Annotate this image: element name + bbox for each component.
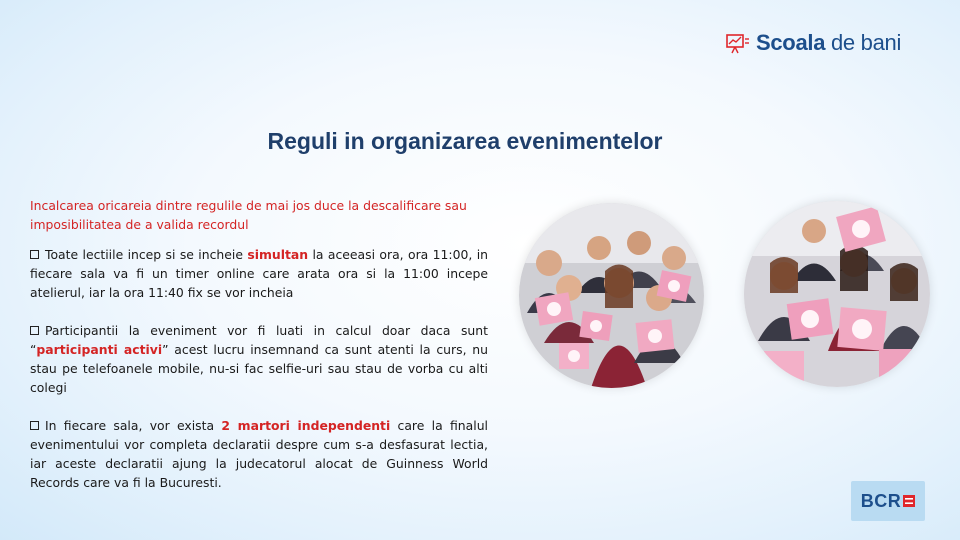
- bcr-logo-text: BCR: [860, 490, 902, 511]
- checkbox-bullet-icon: [30, 250, 39, 259]
- lead-warning: Incalcarea oricareia dintre regulile de mai jos duce la descalificare sau imposibilitatea de a valida recordul: [30, 198, 467, 232]
- highlight-text: participanti activi: [36, 342, 163, 357]
- rule-item: Toate lectiile incep si se incheie simultan la aceeasi ora, ora 11:00, in fiecare sala va fi un timer online care arata ora si la 11:00 incepe atelierul, iar la ora 11:40 fix se vor incheia: [30, 247, 488, 300]
- group-photo-right: [744, 201, 930, 387]
- brand-name: Scoala de bani: [756, 30, 902, 55]
- rule-item: Participantii la eveniment vor fi luati in calcul doar daca sunt “participanti activi” acest lucru insemnand ca sunt atenti la curs, nu stau pe telefoanele mobile, nu-si fac selfie-uri sau stau de vorba cu alti colegi: [30, 323, 488, 395]
- slide-title: Reguli in organizarea evenimentelor: [267, 128, 663, 154]
- highlight-text: 2 martori independenti: [221, 418, 391, 433]
- rule-item: In fiecare sala, vor exista 2 martori independenti care la finalul evenimentului vor completa declaratii despre cum s-a desfasurat lectia, iar aceste declaratii ajung la judecatorul alocat de Guinness World Records care va fi la Bucuresti.: [30, 418, 488, 490]
- bcr-mark-icon: [903, 495, 915, 507]
- brand-logo: [726, 30, 901, 56]
- rules-content: [30, 196, 488, 492]
- group-photo-icon: [744, 201, 930, 387]
- highlight-text: simultan: [247, 247, 309, 262]
- group-photo-left: [519, 203, 704, 388]
- group-photo-icon: [519, 203, 704, 388]
- chart-board-icon: [726, 32, 750, 54]
- checkbox-bullet-icon: [30, 326, 39, 335]
- bcr-logo: [851, 481, 925, 521]
- checkbox-bullet-icon: [30, 421, 39, 430]
